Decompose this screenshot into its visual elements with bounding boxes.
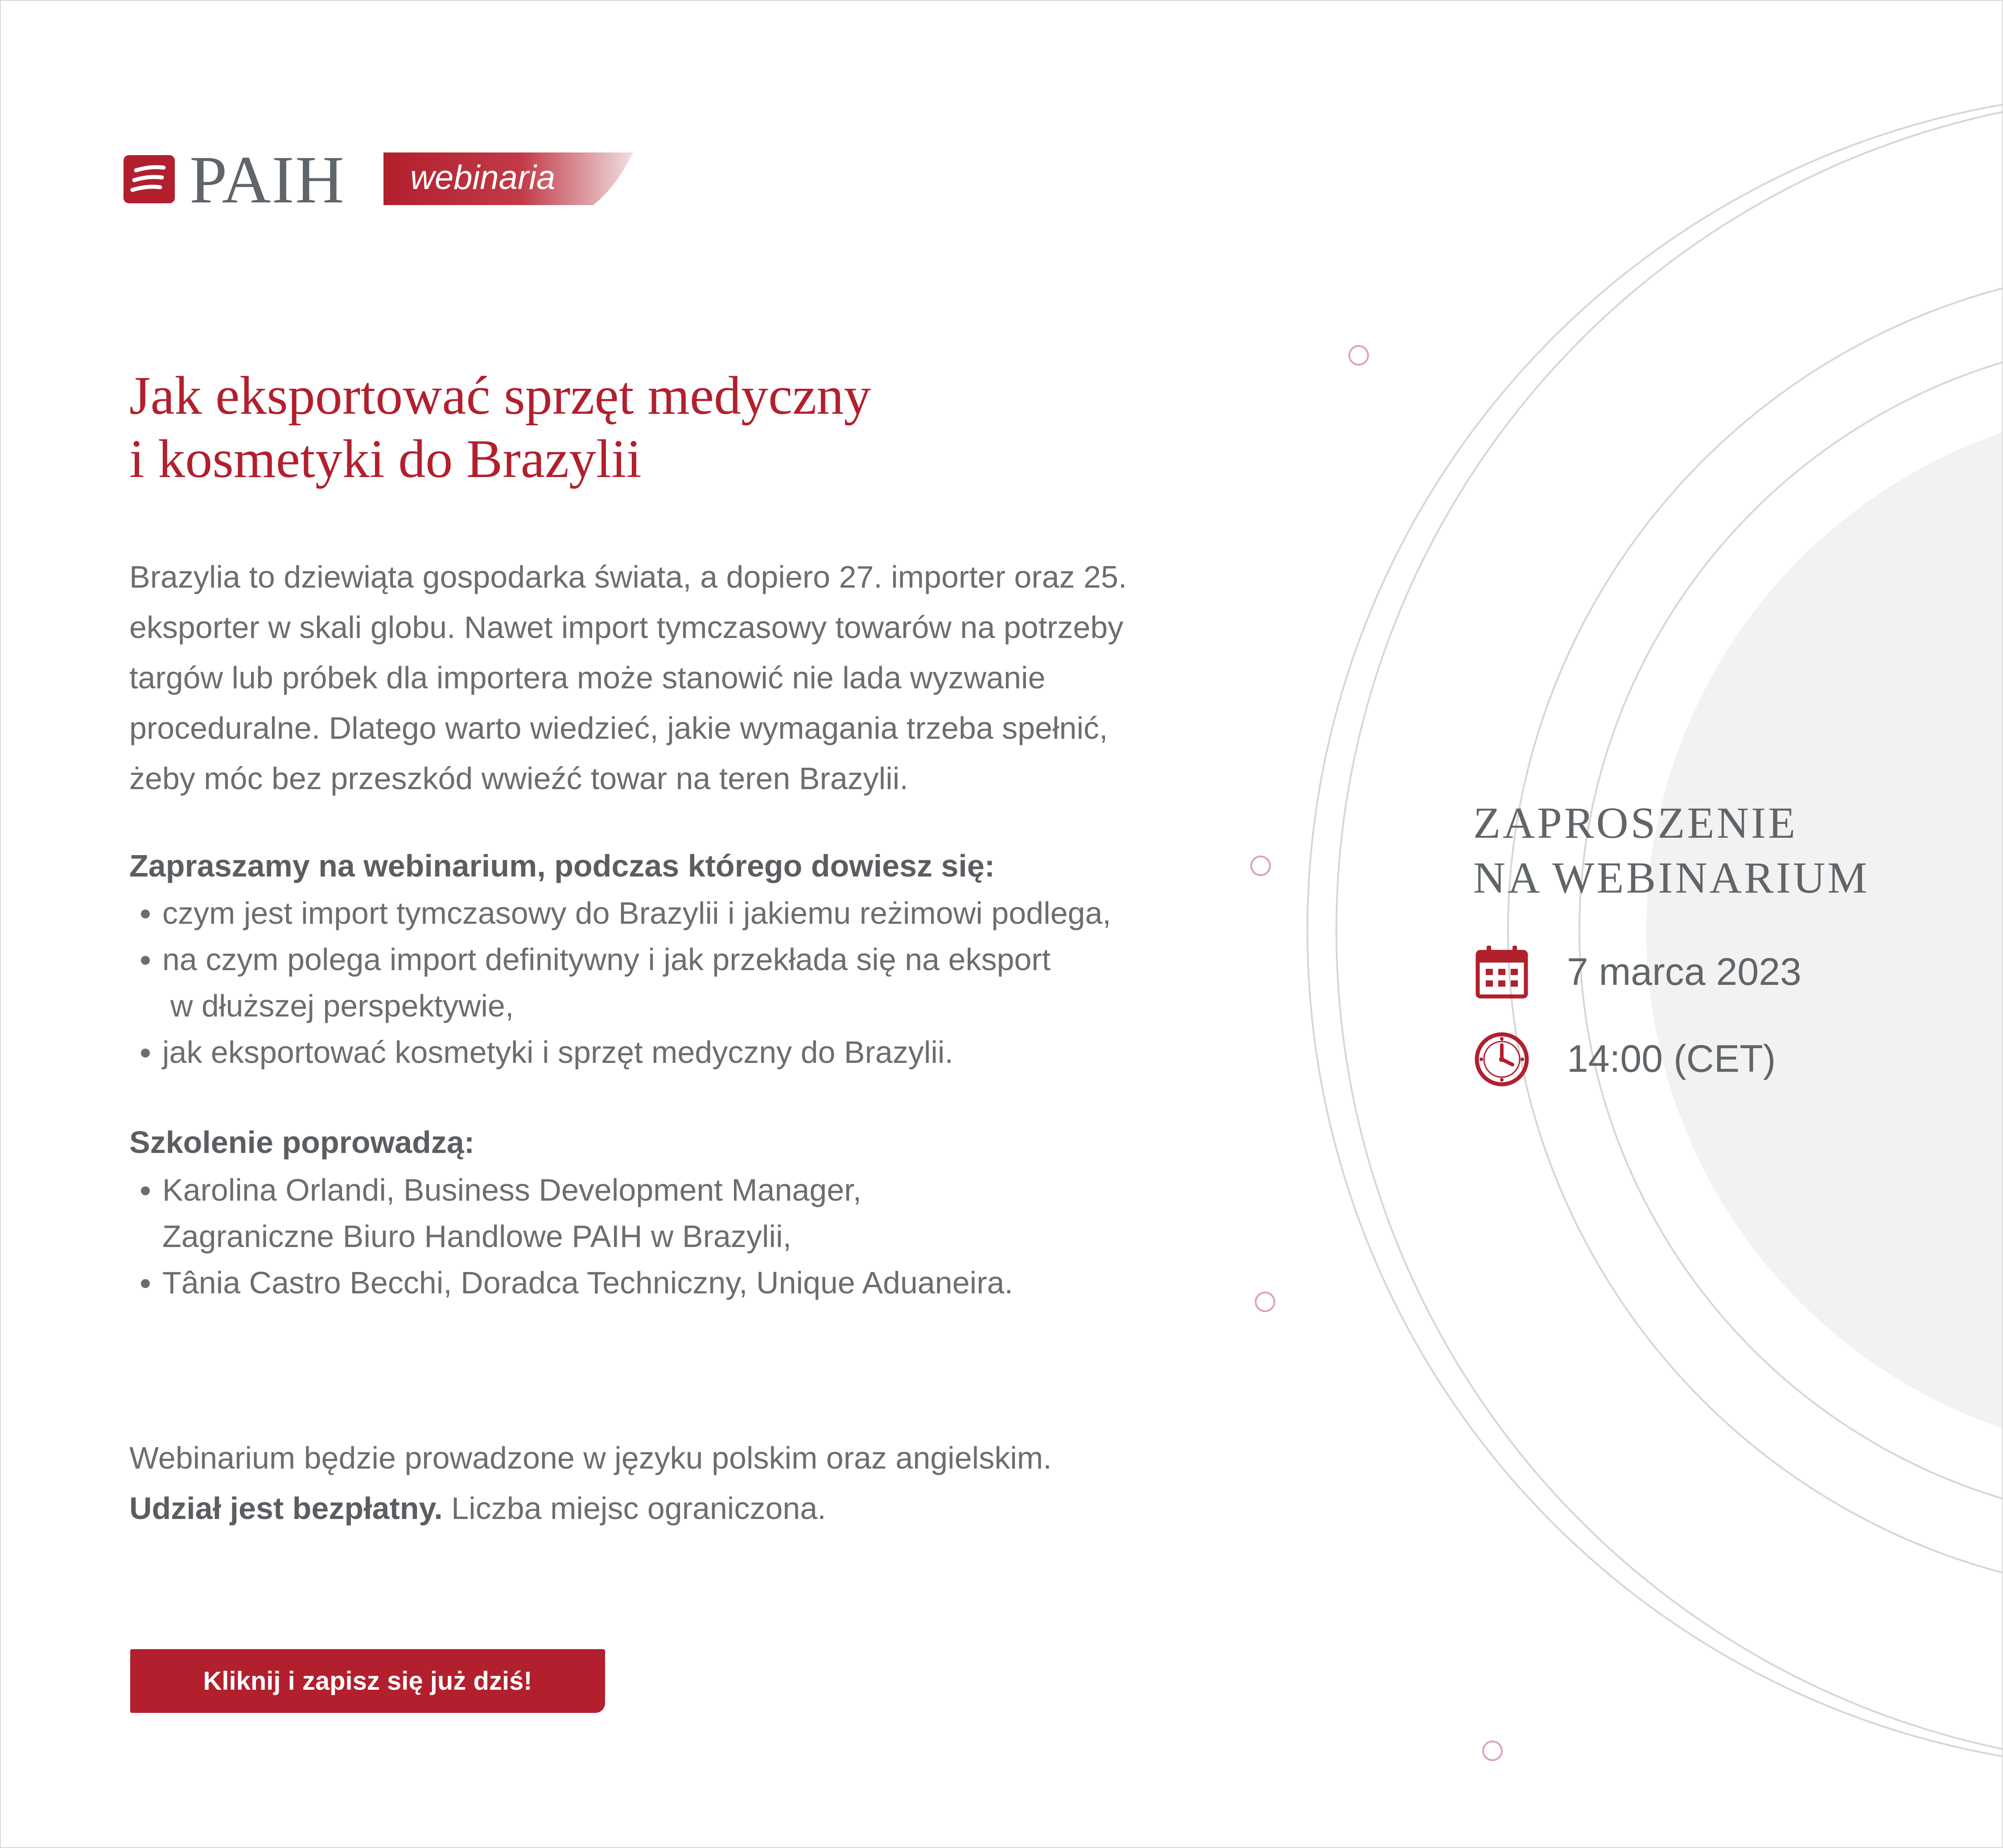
logo-wordmark: PAIH (190, 142, 345, 217)
intro-paragraph (129, 552, 1253, 804)
list-item-text: czym jest import tymczasowy do Brazylii i jakiemu reżimowi podlega, (162, 896, 1111, 930)
speakers-heading: Szkolenie poprowadzą: (129, 1125, 474, 1160)
invitation-title-line: NA WEBINARIUM (1473, 853, 1870, 902)
closing-rest: Liczba miejsc ograniczona. (442, 1491, 826, 1526)
list-item-text: jak eksportować kosmetyki i sprzęt medyczny do Brazylii. (162, 1035, 953, 1070)
invitation-title (1473, 795, 1869, 905)
bullet-icon (141, 1186, 150, 1195)
bullet-icon (141, 956, 150, 965)
closing-line (129, 1483, 1052, 1534)
ring-dot (1256, 1292, 1274, 1311)
learn-heading: Zapraszamy na webinarium, podczas którego dowiesz się: (129, 848, 995, 883)
logo-tag-label: webinaria (410, 159, 556, 197)
event-time (1473, 1031, 1919, 1089)
ring-dot (1349, 346, 1368, 365)
event-date-text: 7 marca 2023 (1567, 951, 1801, 993)
list-item-text: Karolina Orlandi, Business Development Manager, (162, 1173, 862, 1207)
intro-line: Brazylia to dziewiąta gospodarka świata, a dopiero 27. importer oraz 25. (129, 560, 1127, 594)
title-line: Jak eksportować sprzęt medyczny (129, 366, 871, 426)
list-item-text: Zagraniczne Biuro Handlowe PAIH w Brazylii, (162, 1219, 791, 1254)
learn-list (135, 890, 1111, 1075)
list-item-text: na czym polega import definitywny i jak przekłada się na eksport (162, 942, 1051, 977)
event-date (1473, 944, 1919, 1002)
title-line: i kosmetyki do Brazylii (129, 429, 642, 489)
bullet-icon (141, 1279, 150, 1288)
intro-line: proceduralne. Dlatego warto wiedzieć, jakie wymagania trzeba spełnić, (129, 711, 1108, 745)
ring-dot (1483, 1741, 1502, 1760)
closing-bold: Udział jest bezpłatny. (129, 1491, 443, 1526)
list-item (135, 890, 1111, 936)
list-item (135, 1167, 1013, 1259)
intro-line: żeby móc bez przeszkód wwieźć towar na teren Brazylii. (129, 761, 908, 796)
invitation-title-line: ZAPROSZENIE (1473, 798, 1798, 848)
list-item (135, 936, 1111, 1029)
ring-dot (1251, 856, 1270, 875)
intro-line: eksporter w skali globu. Nawet import tymczasowy towarów na potrzeby (129, 610, 1124, 645)
closing-note (129, 1433, 1052, 1534)
calendar-icon (1473, 944, 1530, 1001)
list-item (135, 1259, 1013, 1306)
list-item-text: w dłuższej perspektywie, (170, 988, 514, 1023)
register-button[interactable]: Kliknij i zapisz się już dziś! (130, 1649, 605, 1713)
list-item-text: Tânia Castro Becchi, Doradca Techniczny, Unique Aduaneira. (162, 1265, 1013, 1300)
paih-logo-icon (124, 155, 175, 203)
intro-line: targów lub próbek dla importera może stanowić nie lada wyzwanie (129, 660, 1046, 695)
bullet-icon (141, 910, 150, 918)
clock-icon (1473, 1031, 1530, 1088)
bullet-icon (141, 1049, 150, 1058)
speakers-list (135, 1167, 1013, 1306)
closing-line: Webinarium będzie prowadzone w języku polskim oraz angielskim. (129, 1441, 1052, 1475)
event-time-text: 14:00 (CET) (1567, 1037, 1776, 1080)
list-item (135, 1029, 1111, 1075)
page-title (129, 364, 1110, 491)
